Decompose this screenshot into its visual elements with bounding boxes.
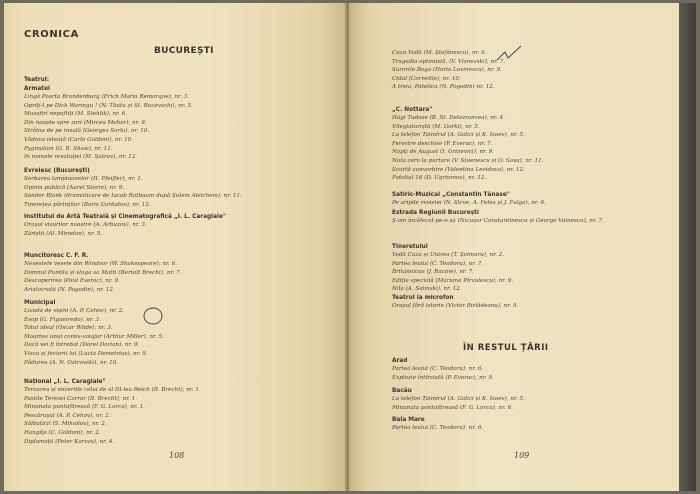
- entry-line: Explozie întîrziată (P. Everac), nr. 9.: [392, 374, 494, 381]
- entry-line: Diplomații (Peter Karvaș), nr. 4.: [24, 438, 115, 445]
- entry-line: Lingă Poarta Brandenburg (Erich Maria Remarque), nr. 3.: [24, 94, 190, 100]
- entry-line: Minunata pantofăreasă (F. G. Lorca), nr. 1.: [24, 404, 145, 411]
- entry-line: Serbarea lampioanelor (H. Pfeiffer), nr. 1.: [24, 176, 143, 182]
- entry-line: Ș-am încălecat pe-o șa (Nicușor Constantinescu și George Voinescu), nr. 7.: [392, 218, 604, 224]
- entry-line: Tragedia optimistă, (V. Vișnevski), nr. 7.: [392, 58, 506, 65]
- entry-line: Vodă Cuza și Unirea (T. Șoimaru), nr. 2.: [392, 252, 505, 258]
- region-title: Arad: [392, 358, 408, 364]
- region-title: Bacău: [392, 388, 412, 394]
- entry-line: Zăriștii (Al. Mirodan), nr. 5.: [24, 230, 103, 237]
- entry-line: Sender Blank (dramatizare de Iacob Rotbaum după Șulem Aleichem), nr. 11.: [24, 193, 242, 200]
- entry-line: Esop (G. Figueiredo), nr. 3.: [24, 316, 101, 323]
- book-spread: [4, 3, 696, 491]
- section-title: Teatrul:: [24, 77, 50, 83]
- book-cover-edge: [679, 3, 696, 491]
- entry-line: Surorile Boga (Horia Lovinescu), nr. 9.: [392, 67, 502, 74]
- entry-line: Nota zero la purtare (V. Stoenescu și O. Sava), nr. 11.: [392, 158, 544, 164]
- section-title: Estrada Regiunii București: [392, 210, 479, 216]
- entry-line: La telefon Taimîrul (A. Galici și K. Isaev), nr. 5.: [392, 132, 525, 139]
- entry-line: A treia, Patetica (N. Pogodin) nr. 12.: [392, 84, 495, 91]
- entry-line: Pygmalion (G. B. Shaw), nr. 11.: [24, 145, 113, 152]
- entry-line: Fotoliul 16 (D. Ugriumov), nr. 12.: [392, 175, 487, 182]
- entry-line: Văduva isteață (Carlo Goldoni), nr. 10.: [24, 137, 133, 143]
- section-title: Muncitoresc C. F. R.: [24, 253, 89, 259]
- entry-line: Ediție specială (Mariana Pîrvulescu), nr. 9.: [392, 277, 514, 284]
- entry-line: Teroarea și mizeriile celui de al III-lea Reich (B. Brecht), nr. 1.: [24, 387, 201, 393]
- region-title: Baia Mare: [392, 417, 425, 423]
- section-title: Evreiesc (București): [24, 168, 90, 174]
- entry-line: Partea leului (C. Teodoru), nr. 6.: [392, 425, 484, 431]
- handwritten-circle-mark: [139, 305, 167, 327]
- entry-line: Hagi Tudose (B. St. Delavrancea), nr. 4.: [392, 115, 505, 121]
- section-title: Armatei: [24, 86, 50, 92]
- entry-line: Vilegiaturiștii (M. Gorki), nr. 5.: [392, 123, 480, 130]
- entry-line: Aristocrații (N. Pogodin), nr. 12.: [24, 286, 115, 293]
- entry-line: Orașul fără istorie (Victor Birlădeanu), nr. 9.: [392, 303, 519, 309]
- section-title: Național „I. L. Caragiale": [24, 379, 106, 385]
- section-title: Teatrul la microfon: [392, 295, 454, 301]
- entry-line: Cuza Vodă (M. Ștefănescu), nr. 6.: [392, 50, 487, 56]
- entry-line: Minunata pantofăreasă (F. G. Lorca), nr. 6.: [392, 404, 513, 411]
- section-header: CRONICA: [24, 29, 79, 40]
- entry-line: Sălbaticii (S. Mihailov), nr. 2.: [24, 421, 107, 428]
- entry-line: Britannicus (J. Racine), nr. 7.: [392, 269, 474, 276]
- entry-line: Orașul visurilor noastre (A. Arbuzov), nr. 3.: [24, 222, 147, 228]
- left-page-number: 108: [169, 451, 185, 460]
- entry-line: In numele revoluției (M. Șatrov), nr. 12.: [24, 154, 138, 161]
- section-title: Satiric-Muzical „Constantin Tănase": [392, 192, 510, 198]
- entry-line: Dacă vei fi întrebat (Dorel Dorian), nr. 9.: [24, 342, 140, 349]
- entry-line: Descoperirea (Paul Everac), nr. 9.: [24, 278, 120, 285]
- entry-line: Pescărușul (A. P. Cehov), nr. 2.: [24, 412, 111, 419]
- entry-line: Nila (A. Salinski), nr. 12.: [392, 286, 462, 293]
- entry-line: Tinerețea părinților (Boris Gorbatov), nr. 12.: [24, 201, 151, 208]
- entry-line: Opinia publică (Aurel Storin), nr. 9.: [24, 184, 125, 191]
- entry-line: Pădurea (A. N. Ostrovski), nr. 10.: [24, 359, 119, 366]
- entry-line: Hangița (C. Goldoni), nr. 2.: [24, 430, 101, 436]
- entry-line: Partea leului (C. Teodoru), nr. 7.: [392, 260, 484, 267]
- entry-line: Străina de pe insulă (Georges Sorla), nr. 10.: [24, 128, 150, 135]
- entry-line: Pe aripile revistei (N. Stroe, A. Felea și J. Fulga), nr. 6.: [392, 200, 546, 206]
- entry-line: Din noapte spre zori (Mircea Mohor), nr. 9.: [24, 119, 147, 126]
- entry-line: Musafiri nepoftiți (M. Stehlik), nr. 6.: [24, 111, 128, 118]
- entry-line: Ferestre deschise (P. Everac), nr. 7.: [392, 140, 493, 147]
- entry-line: Domnul Puntila și sluga sa Matti (Bertolt Brecht), nr. 7.: [24, 269, 182, 276]
- section-title: „C. Nottara": [392, 107, 433, 113]
- entry-line: Totul ideal (Oscar Wilde), nr. 3.: [24, 325, 113, 332]
- entry-line: Pastile Terezei Carrar (B. Brecht), nr. 1.: [24, 395, 138, 402]
- entry-line: Nevestele vesele din Windsor (W. Shakespeare), nr. 6.: [24, 261, 177, 267]
- entry-line: Opriți-l pe Dick Waringu ! (N. Tăutu și St. Bucevschi), nr. 5.: [24, 102, 193, 109]
- section-title: Tineretului: [392, 244, 428, 250]
- right-page: [349, 3, 679, 491]
- city-heading: BUCUREȘTI: [154, 46, 214, 56]
- entry-line: Viscu și feciorii lui (Lucia Demetrius), nr. 9.: [24, 351, 148, 357]
- section-title: Institutul de Artă Teatrală și Cinematografică „I. L. Caragiale": [24, 214, 226, 220]
- entry-line: Moartea unui comis-voiajor (Arthur Miller), nr. 5.: [24, 333, 164, 340]
- entry-line: Nopți de August (I. Grinevici), nr. 9.: [392, 149, 495, 156]
- entry-line: Cidul (Corneille), nr. 10.: [392, 75, 461, 82]
- entry-line: Partea leului (C. Teodoru), nr. 6.: [392, 366, 484, 372]
- right-page-number: 109: [514, 451, 530, 460]
- entry-line: Scurtă convorbire (Valentina Levidova), nr. 12.: [392, 166, 525, 173]
- rest-of-country-heading: ÎN RESTUL ȚĂRII: [463, 343, 549, 353]
- entry-line: Livada de vișini (A. P. Cehov), nr. 2.: [24, 308, 125, 314]
- left-page: [4, 3, 347, 491]
- entry-line: La telefon Taimîrul (A. Galici și K. Isaev), nr. 5.: [392, 396, 525, 402]
- section-title: Municipal: [24, 300, 56, 306]
